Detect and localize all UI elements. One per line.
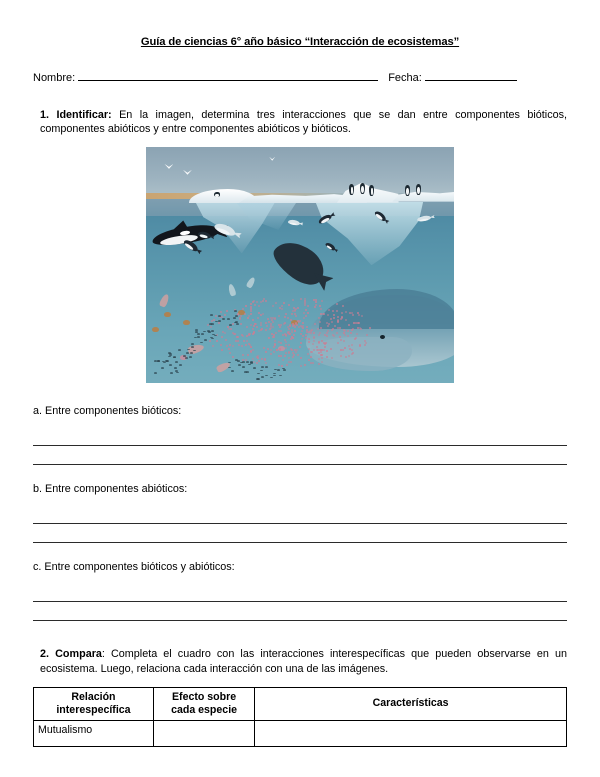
krill-icon <box>357 327 359 329</box>
seal-resting-icon <box>214 192 220 197</box>
fish-icon <box>211 323 214 325</box>
krill-icon <box>275 302 277 304</box>
krill-icon <box>226 345 228 347</box>
krill-icon <box>257 355 259 357</box>
krill-icon <box>301 330 303 332</box>
name-input-rule[interactable] <box>78 70 378 81</box>
penguin-standing-icon <box>405 185 410 196</box>
krill-icon <box>254 304 256 306</box>
krill-icon <box>252 328 254 330</box>
subitem-b-label: b. Entre componentes abióticos: <box>33 483 188 496</box>
fish-icon <box>175 361 178 363</box>
column-header-caracteristicas <box>255 687 567 720</box>
krill-icon <box>304 364 306 366</box>
krill-icon <box>240 323 242 325</box>
fish-icon <box>242 361 245 363</box>
krill-icon <box>218 322 220 324</box>
krill-icon <box>273 351 275 353</box>
krill-icon <box>308 348 310 350</box>
fish-icon <box>191 346 194 348</box>
fish-icon <box>229 324 232 326</box>
whale-eye <box>380 335 385 339</box>
krill-icon <box>324 334 326 336</box>
krill-icon <box>279 307 281 309</box>
krill-icon <box>310 356 312 358</box>
krill-icon <box>250 306 252 308</box>
krill-icon <box>313 332 315 334</box>
krill-icon <box>247 317 249 319</box>
fish-icon <box>234 310 237 312</box>
fish-icon <box>191 343 194 345</box>
krill-icon <box>242 354 244 356</box>
table-row <box>34 721 567 747</box>
krill-icon <box>289 333 291 335</box>
krill-icon <box>369 327 371 329</box>
krill-icon <box>333 317 335 319</box>
subitem-a-label: a. Entre componentes bióticos: <box>33 405 182 418</box>
krill-icon <box>288 357 290 359</box>
krill-icon <box>294 349 296 351</box>
krill-icon <box>270 327 272 329</box>
krill-icon <box>326 350 328 352</box>
fish-icon <box>170 372 173 374</box>
krill-icon <box>320 327 322 329</box>
krill-icon <box>292 310 294 312</box>
krill-icon <box>358 322 360 324</box>
header-fields-row <box>0 70 600 84</box>
krill-icon <box>304 304 306 306</box>
krill-icon <box>304 300 306 302</box>
krill-icon <box>331 329 333 331</box>
krill-icon <box>306 329 308 331</box>
whale-back <box>319 289 454 329</box>
fish-icon <box>179 364 182 366</box>
krill-icon <box>285 341 287 343</box>
answer-line[interactable] <box>33 505 567 524</box>
krill-icon <box>326 335 328 337</box>
krill-icon <box>321 300 323 302</box>
krill-icon <box>313 340 315 342</box>
krill-icon <box>270 349 272 351</box>
fish-icon <box>186 352 189 354</box>
date-label: Fecha: <box>388 72 422 84</box>
krill-icon <box>356 333 358 335</box>
krill-icon <box>224 332 226 334</box>
krill-icon <box>352 352 354 354</box>
column-header-efecto <box>153 687 254 720</box>
krill-icon <box>318 342 320 344</box>
krill-icon <box>340 318 342 320</box>
interacciones-table <box>33 687 567 747</box>
fish-icon <box>197 336 200 338</box>
krill-icon <box>283 302 285 304</box>
fish-icon <box>274 369 277 371</box>
krill-icon <box>318 363 320 365</box>
krill-icon <box>342 305 344 307</box>
krill-icon <box>300 365 302 367</box>
jellyfish-icon <box>152 327 159 332</box>
fish-icon <box>201 333 204 335</box>
krill-icon <box>332 310 334 312</box>
krill-icon <box>250 303 252 305</box>
krill-icon <box>265 362 267 364</box>
krill-icon <box>351 349 353 351</box>
jellyfish-icon <box>183 320 190 325</box>
answer-line[interactable] <box>33 602 567 621</box>
krill-icon <box>229 344 231 346</box>
header-line: interespecífica <box>56 703 131 716</box>
krill-icon <box>300 342 302 344</box>
ecosystem-illustration <box>146 147 454 383</box>
fish-icon <box>174 367 177 369</box>
krill-icon <box>364 344 366 346</box>
krill-icon <box>285 313 287 315</box>
header-line: Efecto sobre <box>171 690 237 703</box>
krill-icon <box>260 324 262 326</box>
krill-icon <box>315 299 317 301</box>
fish-icon <box>218 320 221 322</box>
fish-icon <box>282 368 285 370</box>
blue-whale-icon <box>306 279 454 378</box>
column-header-relacion <box>34 687 154 720</box>
krill-icon <box>342 349 344 351</box>
fish-icon <box>236 323 239 325</box>
krill-icon <box>221 349 223 351</box>
figure-container <box>0 147 600 383</box>
krill-icon <box>312 362 314 364</box>
krill-icon <box>292 299 294 301</box>
krill-icon <box>285 352 287 354</box>
krill-icon <box>293 354 295 356</box>
krill-icon <box>339 336 341 338</box>
krill-icon <box>308 338 310 340</box>
fish-icon <box>215 321 218 323</box>
krill-icon <box>336 303 338 305</box>
krill-icon <box>281 365 283 367</box>
table-header-row <box>34 687 567 720</box>
krill-icon <box>326 356 328 358</box>
krill-icon <box>272 317 274 319</box>
krill-icon <box>278 364 280 366</box>
question-1 <box>0 108 600 137</box>
compara-table-wrap <box>0 687 600 747</box>
answer-line[interactable] <box>33 446 567 465</box>
krill-icon <box>256 362 258 364</box>
answer-line[interactable] <box>33 583 567 602</box>
cell-efecto[interactable] <box>153 721 254 747</box>
krill-icon <box>353 322 355 324</box>
krill-icon <box>300 357 302 359</box>
krill-icon <box>316 346 318 348</box>
krill-icon <box>303 312 305 314</box>
fish-icon <box>246 361 249 363</box>
answer-lines-c <box>0 583 600 621</box>
krill-icon <box>293 334 295 336</box>
krill-icon <box>328 309 330 311</box>
krill-icon <box>352 314 354 316</box>
fish-icon <box>238 364 241 366</box>
krill-icon <box>299 346 301 348</box>
name-label: Nombre: <box>33 72 76 84</box>
question-2 <box>0 647 600 676</box>
krill-icon <box>319 332 321 334</box>
fish-icon <box>218 315 221 317</box>
header-line: Características <box>372 697 449 710</box>
krill-icon <box>224 314 226 316</box>
krill-icon <box>307 312 309 314</box>
fish-icon <box>253 367 256 369</box>
fish-icon <box>204 339 207 341</box>
krill-icon <box>284 316 286 318</box>
cell-relacion[interactable]: Mutualismo <box>34 721 154 747</box>
krill-icon <box>245 344 247 346</box>
answer-lines-a <box>0 427 600 465</box>
krill-icon <box>305 334 307 336</box>
page-title: Guía de ciencias 6° año básico “Interacción de ecosistemas” <box>140 36 460 48</box>
fish-icon <box>233 317 236 319</box>
krill-icon <box>292 323 294 325</box>
krill-icon <box>258 312 260 314</box>
krill-icon <box>345 319 347 321</box>
date-input-rule[interactable] <box>425 70 517 81</box>
krill-icon <box>345 356 347 358</box>
krill-icon <box>246 340 248 342</box>
krill-icon <box>265 300 267 302</box>
krill-icon <box>271 319 273 321</box>
krill-icon <box>288 328 290 330</box>
question-2-number: 2. Compara <box>40 648 102 661</box>
krill-icon <box>347 335 349 337</box>
fish-icon <box>189 356 192 358</box>
krill-icon <box>252 319 254 321</box>
krill-icon <box>235 340 237 342</box>
krill-icon <box>302 335 304 337</box>
krill-icon <box>314 306 316 308</box>
header-line: Relación <box>71 690 116 703</box>
fish-icon <box>244 371 247 373</box>
krill-icon <box>313 349 315 351</box>
penguin-standing-icon <box>416 184 421 195</box>
krill-icon <box>301 326 303 328</box>
krill-icon <box>257 317 259 319</box>
answer-line[interactable] <box>33 524 567 543</box>
krill-icon <box>274 343 276 345</box>
krill-icon <box>226 310 228 312</box>
krill-icon <box>312 343 314 345</box>
krill-icon <box>307 305 309 307</box>
answer-line[interactable] <box>33 427 567 446</box>
krill-icon <box>323 313 325 315</box>
krill-icon <box>250 313 252 315</box>
krill-icon <box>361 315 363 317</box>
krill-icon <box>250 350 252 352</box>
header-line: cada especie <box>171 703 238 716</box>
krill-icon <box>291 331 293 333</box>
krill-icon <box>272 305 274 307</box>
krill-icon <box>330 318 332 320</box>
fish-icon <box>261 366 264 368</box>
fish-icon <box>265 366 268 368</box>
cell-caracteristicas[interactable] <box>255 721 567 747</box>
fish-icon <box>227 318 230 320</box>
krill-icon <box>320 308 322 310</box>
fish-icon <box>283 369 286 371</box>
answer-lines-b <box>0 505 600 543</box>
krill-icon <box>230 328 232 330</box>
krill-icon <box>289 324 291 326</box>
krill-icon <box>334 325 336 327</box>
fish-icon <box>256 378 259 380</box>
krill-icon <box>333 335 335 337</box>
krill-icon <box>285 347 287 349</box>
krill-icon <box>336 310 338 312</box>
krill-icon <box>291 313 293 315</box>
krill-icon <box>250 346 252 348</box>
krill-icon <box>343 340 345 342</box>
krill-icon <box>341 316 343 318</box>
fish-icon <box>261 376 264 378</box>
krill-icon <box>318 317 320 319</box>
krill-icon <box>315 301 317 303</box>
krill-icon <box>344 330 346 332</box>
krill-icon <box>274 340 276 342</box>
krill-icon <box>306 326 308 328</box>
krill-icon <box>261 358 263 360</box>
krill-icon <box>247 354 249 356</box>
fish-icon <box>190 352 193 354</box>
question-2-text: : Completa el cuadro con las interacciones interespecíficas que pueden observarse en un ecosistema. Luego, relaciona cada interacción con una de las imágenes. <box>40 648 567 675</box>
krill-icon <box>212 345 214 347</box>
krill-icon <box>292 356 294 358</box>
fish-icon <box>250 361 253 363</box>
subitem-c-label: c. Entre componentes bióticos y abióticos: <box>33 561 235 574</box>
krill-icon <box>288 351 290 353</box>
fish-icon <box>211 330 214 332</box>
fish-icon <box>207 330 210 332</box>
krill-icon <box>340 339 342 341</box>
fish-icon <box>173 356 176 358</box>
krill-icon <box>307 353 309 355</box>
krill-icon <box>317 349 319 351</box>
fish-icon <box>210 314 213 316</box>
krill-icon <box>348 324 350 326</box>
krill-icon <box>280 324 282 326</box>
krill-icon <box>229 352 231 354</box>
fish-icon <box>157 360 160 362</box>
krill-icon <box>343 332 345 334</box>
krill-icon <box>287 317 289 319</box>
krill-icon <box>354 338 356 340</box>
fish-icon <box>162 361 165 363</box>
question-1-number: 1. Identificar: <box>40 109 112 121</box>
krill-icon <box>211 320 213 322</box>
krill-icon <box>237 336 239 338</box>
fish-icon <box>169 364 172 366</box>
question-1-text: En la imagen, determina tres interacciones que se dan entre componentes bióticos, componentes abióticos y entre componentes abióticos y bióticos. <box>40 109 567 136</box>
fish-icon <box>231 370 234 372</box>
krill-icon <box>283 323 285 325</box>
krill-icon <box>270 323 272 325</box>
krill-icon <box>345 311 347 313</box>
krill-icon <box>305 315 307 317</box>
orca-dorsal-fin <box>173 220 189 230</box>
krill-icon <box>225 339 227 341</box>
fish-icon <box>161 367 164 369</box>
krill-icon <box>221 336 223 338</box>
penguin-standing-icon <box>360 183 365 194</box>
